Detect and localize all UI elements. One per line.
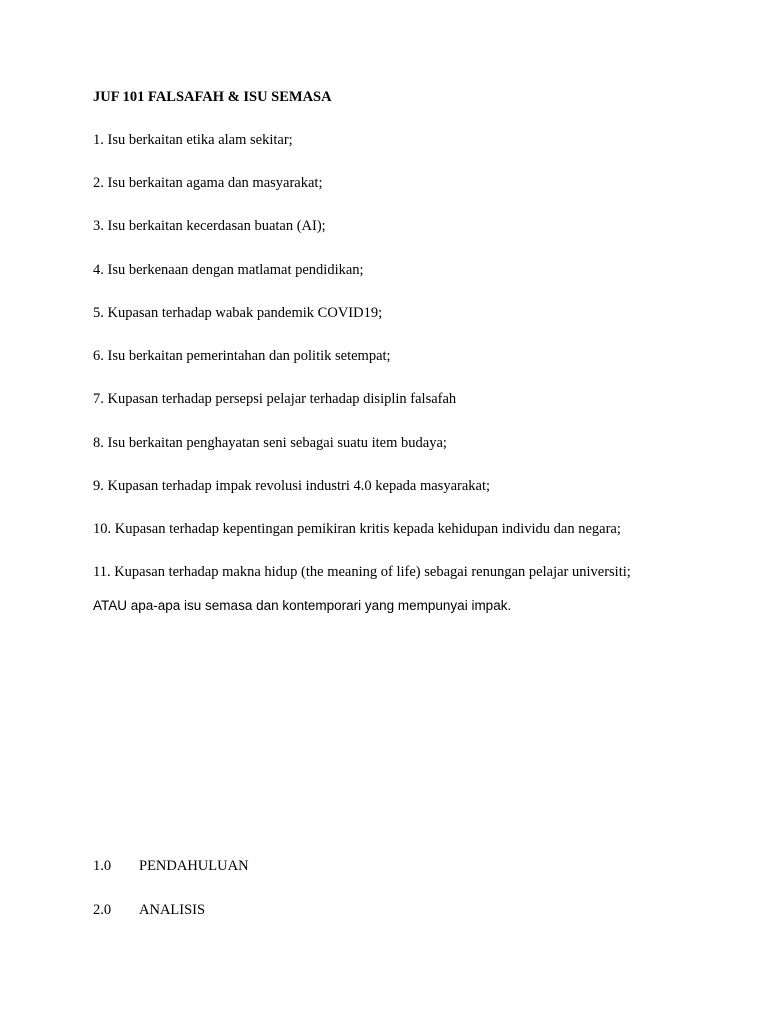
list-item: 5. Kupasan terhadap wabak pandemik COVID19; (93, 305, 383, 321)
list-item: 1. Isu berkaitan etika alam sekitar; (93, 132, 293, 148)
list-item: 7. Kupasan terhadap persepsi pelajar terhadap disiplin falsafah (93, 391, 457, 407)
section-label: PENDAHULUAN (139, 858, 249, 874)
list-item: 10. Kupasan terhadap kepentingan pemikiran kritis kepada kehidupan individu dan negara; (93, 521, 621, 537)
list-item: 9. Kupasan terhadap impak revolusi industri 4.0 kepada masyarakat; (93, 478, 491, 494)
list-item: 11. Kupasan terhadap makna hidup (the meaning of life) sebagai renungan pelajar universiti; (93, 564, 631, 580)
alternative-note: ATAU apa-apa isu semasa dan kontemporari yang mempunyai impak. (93, 598, 512, 613)
section-label: ANALISIS (139, 902, 206, 918)
document-title: JUF 101 FALSAFAH & ISU SEMASA (93, 89, 332, 105)
list-item: 4. Isu berkenaan dengan matlamat pendidikan; (93, 262, 364, 278)
list-item: 8. Isu berkaitan penghayatan seni sebagai suatu item budaya; (93, 435, 447, 451)
list-item: 3. Isu berkaitan kecerdasan buatan (AI); (93, 218, 326, 234)
section-number: 1.0 (93, 858, 112, 874)
section-number: 2.0 (93, 902, 112, 918)
list-item: 2. Isu berkaitan agama dan masyarakat; (93, 175, 323, 191)
list-item: 6. Isu berkaitan pemerintahan dan politik setempat; (93, 348, 391, 364)
